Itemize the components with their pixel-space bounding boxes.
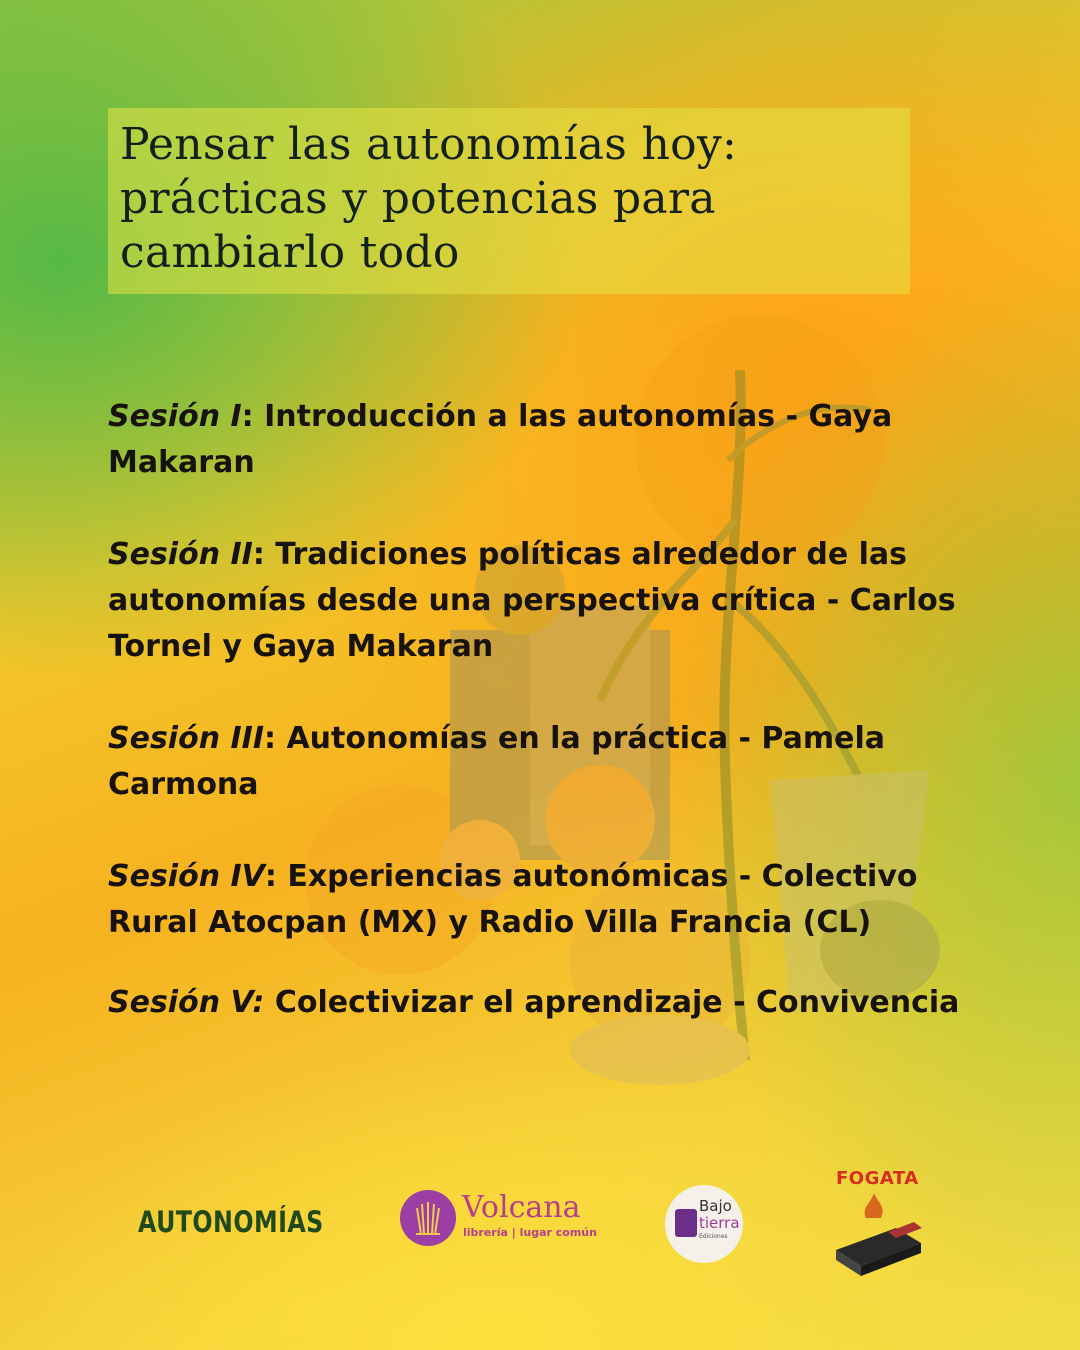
eye-book-icon: [675, 1209, 697, 1237]
fogata-wordmark: FOGATA: [836, 1168, 919, 1189]
title-line-2: prácticas y potencias para: [120, 173, 716, 224]
session-item-3: [108, 716, 968, 808]
session-text: Tradiciones políticas alrededor de las autonomías desde una perspectiva crítica - Carlos Tornel y Gaya Makaran: [108, 537, 956, 664]
title-banner: [108, 108, 910, 294]
bajo-tierra-line-3: Ediciones: [699, 1233, 728, 1240]
session-label: Sesión II: [108, 537, 253, 572]
matchbox-icon: [836, 1188, 926, 1278]
session-list: [108, 394, 968, 1026]
volcana-name: Volcana: [462, 1190, 581, 1225]
title-line-1: Pensar las autonomías hoy:: [120, 119, 738, 170]
session-label: Sesión IV: [108, 859, 265, 894]
volcana-emblem-icon: [400, 1190, 456, 1246]
session-text: Colectivizar el aprendizaje - Convivencia: [264, 985, 960, 1020]
session-label: Sesión V:: [108, 985, 265, 1020]
bajo-tierra-line-2: tierra: [699, 1214, 740, 1232]
session-item-2: [108, 532, 968, 670]
bajo-tierra-logo: [665, 1185, 743, 1263]
partner-logos: [0, 1160, 1080, 1280]
volcana-subtitle: librería | lugar común: [463, 1226, 597, 1239]
fogata-logo: [836, 1168, 926, 1278]
session-label: Sesión III: [108, 721, 264, 756]
title-line-3: cambiarlo todo: [120, 227, 460, 278]
page-title: [120, 118, 898, 280]
volcana-logo: [400, 1190, 600, 1250]
session-text: Introducción a las autonomías - Gaya Makaran: [108, 399, 893, 480]
bajo-tierra-line-1: Bajo: [699, 1197, 732, 1215]
session-separator: :: [241, 399, 254, 434]
session-separator: :: [264, 859, 277, 894]
session-item-5: [108, 980, 968, 1026]
autonomias-logo: AUTONOMÍAS: [138, 1205, 324, 1239]
session-item-1: [108, 394, 968, 486]
session-label: Sesión I: [108, 399, 242, 434]
session-item-4: [108, 854, 968, 946]
session-separator: :: [252, 537, 265, 572]
session-text: Autonomías en la práctica - Pamela Carmona: [108, 721, 885, 802]
session-separator: :: [264, 721, 276, 756]
session-text: Experiencias autonómicas - Colectivo Rural Atocpan (MX) y Radio Villa Francia (CL): [108, 859, 918, 940]
